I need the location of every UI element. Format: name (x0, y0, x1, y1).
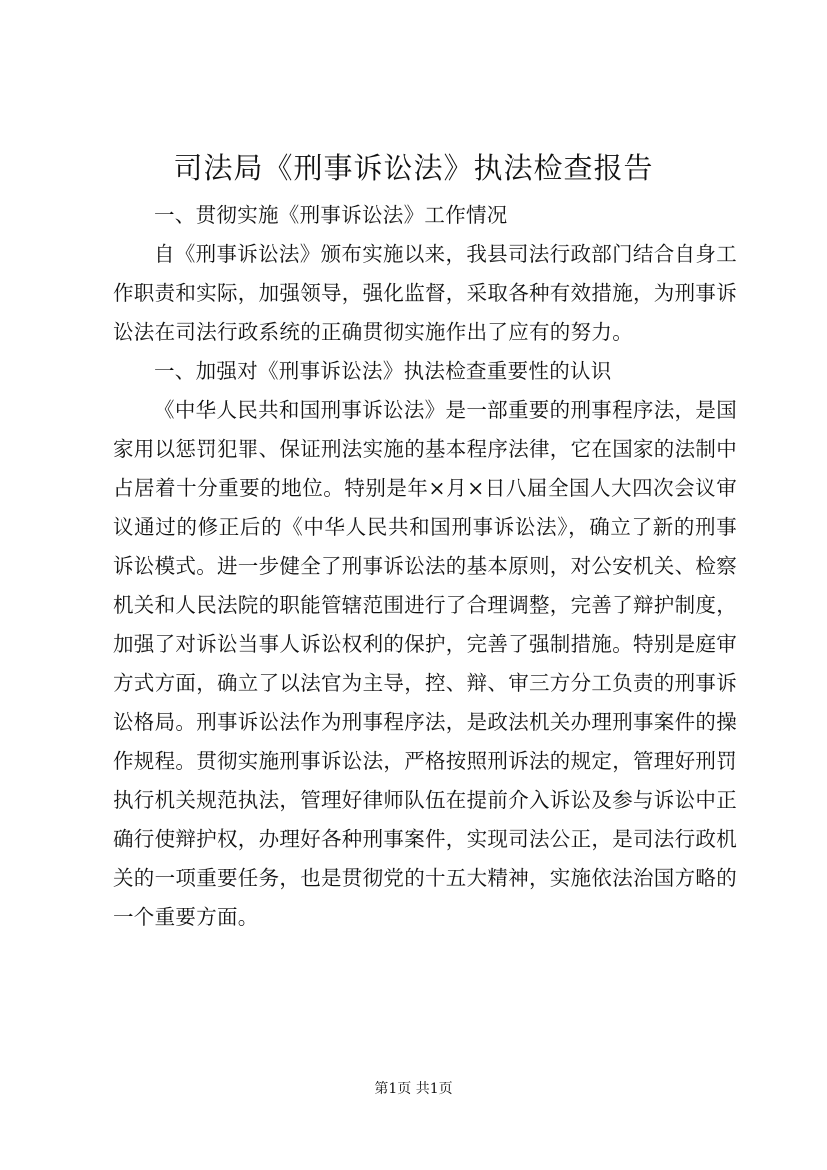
section-heading: 一、加强对《刑事诉讼法》执法检查重要性的认识 (154, 359, 612, 383)
body-paragraph: 自《刑事诉讼法》颁布实施以来，我县司法行政部门结合自身工作职责和实际，加强领导，强化监督，采取各种有效措施，为刑事诉讼法在司法行政系统的正确贯彻实施作出了应有的努力。 (113, 242, 737, 344)
document-body (113, 196, 737, 937)
document-title: 司法局《刑事诉讼法》执法检查报告 (173, 151, 654, 185)
body-paragraph: 《中华人民共和国刑事诉讼法》是一部重要的刑事程序法，是国家用以惩罚犯罪、保证刑法实施的基本程序法律，它在国家的法制中占居着十分重要的地位。特别是年×月×日八届全国人大四次会议审议通过的修正后的《中华人民共和国刑事诉讼法》，确立了新的刑事诉讼模式。进一步健全了刑事诉讼法的基本原则，对公安机关、检察机关和人民法院的职能管辖范围进行了合理调整，完善了辩护制度，加强了对诉讼当事人诉讼权利的保护，完善了强制措施。特别是庭审方式方面，确立了以法官为主导，控、辩、审三方分工负责的刑事诉讼格局。刑事诉讼法作为刑事程序法，是政法机关办理刑事案件的操作规程。贯彻实施刑事诉讼法，严格按照刑诉法的规定，管理好刑罚执行机关规范执法，管理好律师队伍在提前介入诉讼及参与诉讼中正确行使辩护权，办理好各种刑事案件，实现司法公正，是司法行政机关的一项重要任务，也是贯彻党的十五大精神，实施依法治国方略的一个重要方面。 (113, 398, 737, 929)
page-footer: 第1页 共1页 (374, 1081, 453, 1097)
section-heading: 一、贯彻实施《刑事诉讼法》工作情况 (154, 203, 508, 227)
